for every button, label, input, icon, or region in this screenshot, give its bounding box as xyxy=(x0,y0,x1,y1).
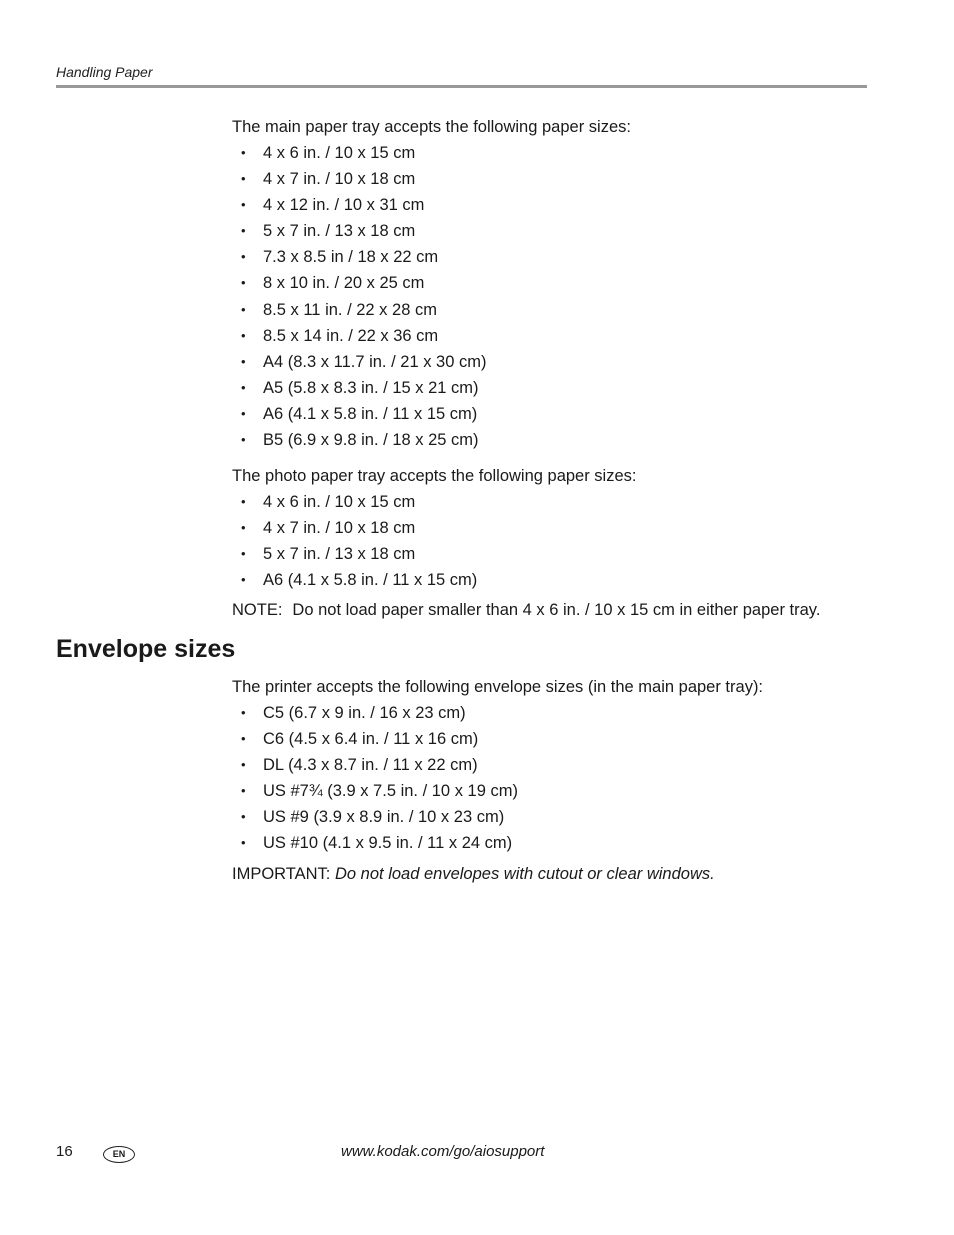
bullet-icon: • xyxy=(241,432,246,448)
running-header: Handling Paper xyxy=(56,64,153,80)
support-url: www.kodak.com/go/aiosupport xyxy=(341,1143,545,1160)
list-item xyxy=(232,827,872,853)
bullet-icon: • xyxy=(241,494,246,509)
list-item-text: 5 x 7 in. / 13 x 18 cm xyxy=(263,545,416,564)
list-item-text: A5 (5.8 x 8.3 in. / 15 x 21 cm) xyxy=(263,378,479,397)
list-item xyxy=(232,538,872,564)
list-item-text: C5 (6.7 x 9 in. / 16 x 23 cm) xyxy=(263,704,466,722)
envelope-list xyxy=(232,697,872,854)
note-label: NOTE: xyxy=(232,601,283,619)
list-item-text: 4 x 12 in. / 10 x 31 cm xyxy=(263,196,425,215)
list-item-text: US #10 (4.1 x 9.5 in. / 11 x 24 cm) xyxy=(263,834,513,853)
list-item xyxy=(232,723,872,749)
list-item-text: 7.3 x 8.5 in / 18 x 22 cm xyxy=(263,248,439,267)
list-item-text: 4 x 6 in. / 10 x 15 cm xyxy=(263,493,416,511)
list-item-text: A6 (4.1 x 5.8 in. / 11 x 15 cm) xyxy=(263,571,478,590)
list-item xyxy=(232,346,872,372)
language-badge: EN xyxy=(103,1146,135,1163)
photo-tray-list xyxy=(232,486,872,590)
bullet-icon: • xyxy=(241,145,246,160)
bullet-icon: • xyxy=(241,327,246,343)
envelope-section xyxy=(232,677,872,854)
bullet-icon: • xyxy=(241,783,246,799)
envelope-intro: The printer accepts the following envelope sizes (in the main paper tray): xyxy=(232,678,764,696)
bullet-icon: • xyxy=(241,835,246,851)
bullet-icon: • xyxy=(241,809,246,825)
list-item-text: US #7¾ (3.9 x 7.5 in. / 10 x 19 cm) xyxy=(263,782,518,801)
bullet-icon: • xyxy=(241,405,246,421)
list-item-text: A4 (8.3 x 11.7 in. / 21 x 30 cm) xyxy=(263,352,487,371)
list-item xyxy=(232,564,872,590)
header-rule xyxy=(56,85,867,88)
bullet-icon: • xyxy=(241,546,246,562)
list-item xyxy=(232,398,872,424)
list-item-text: 4 x 6 in. / 10 x 15 cm xyxy=(263,144,416,162)
bullet-icon: • xyxy=(241,572,246,588)
list-item xyxy=(232,137,872,163)
bullet-icon: • xyxy=(241,731,246,747)
list-item-text: 4 x 7 in. / 10 x 18 cm xyxy=(263,519,416,538)
list-item xyxy=(232,486,872,512)
photo-tray-intro: The photo paper tray accepts the following paper sizes: xyxy=(232,467,637,485)
bullet-icon: • xyxy=(241,353,246,369)
bullet-icon: • xyxy=(241,223,246,239)
list-item-text: A6 (4.1 x 5.8 in. / 11 x 15 cm) xyxy=(263,404,478,423)
important-label: IMPORTANT: xyxy=(232,865,331,883)
bullet-icon: • xyxy=(241,379,246,395)
important-text: Do not load envelopes with cutout or clear windows. xyxy=(335,865,715,883)
list-item xyxy=(232,424,872,450)
list-item xyxy=(232,267,872,293)
main-tray-section xyxy=(232,117,872,450)
list-item xyxy=(232,749,872,775)
main-tray-intro: The main paper tray accepts the following paper sizes: xyxy=(232,118,631,136)
bullet-icon: • xyxy=(241,249,246,265)
main-tray-list xyxy=(232,137,872,450)
list-item-text: US #9 (3.9 x 8.9 in. / 10 x 23 cm) xyxy=(263,808,505,827)
photo-tray-section xyxy=(232,466,872,590)
section-title: Envelope sizes xyxy=(56,635,236,663)
page-number: 16 xyxy=(56,1143,73,1160)
list-item xyxy=(232,801,872,827)
list-item-text: 8.5 x 11 in. / 22 x 28 cm xyxy=(263,300,437,319)
list-item xyxy=(232,241,872,267)
list-item-text: C6 (4.5 x 6.4 in. / 11 x 16 cm) xyxy=(263,730,479,749)
bullet-icon: • xyxy=(241,520,246,536)
list-item-text: 4 x 7 in. / 10 x 18 cm xyxy=(263,170,416,189)
bullet-icon: • xyxy=(241,757,246,773)
list-item-text: B5 (6.9 x 9.8 in. / 18 x 25 cm) xyxy=(263,431,479,450)
list-item-text: 5 x 7 in. / 13 x 18 cm xyxy=(263,222,416,241)
list-item xyxy=(232,189,872,215)
list-item xyxy=(232,320,872,346)
important-note xyxy=(232,864,715,884)
note-text: Do not load paper smaller than 4 x 6 in. / 10 x 15 cm in either paper tray. xyxy=(292,601,821,619)
list-item xyxy=(232,775,872,801)
bullet-icon: • xyxy=(241,705,246,720)
list-item xyxy=(232,215,872,241)
bullet-icon: • xyxy=(241,197,246,213)
list-item xyxy=(232,294,872,320)
list-item xyxy=(232,163,872,189)
list-item-text: 8.5 x 14 in. / 22 x 36 cm xyxy=(263,326,439,345)
list-item-text: 8 x 10 in. / 20 x 25 cm xyxy=(263,274,425,293)
list-item-text: DL (4.3 x 8.7 in. / 11 x 22 cm) xyxy=(263,756,478,775)
bullet-icon: • xyxy=(241,171,246,187)
list-item xyxy=(232,372,872,398)
list-item xyxy=(232,697,872,723)
list-item xyxy=(232,512,872,538)
bullet-icon: • xyxy=(241,301,246,317)
note xyxy=(232,600,820,620)
bullet-icon: • xyxy=(241,275,246,291)
